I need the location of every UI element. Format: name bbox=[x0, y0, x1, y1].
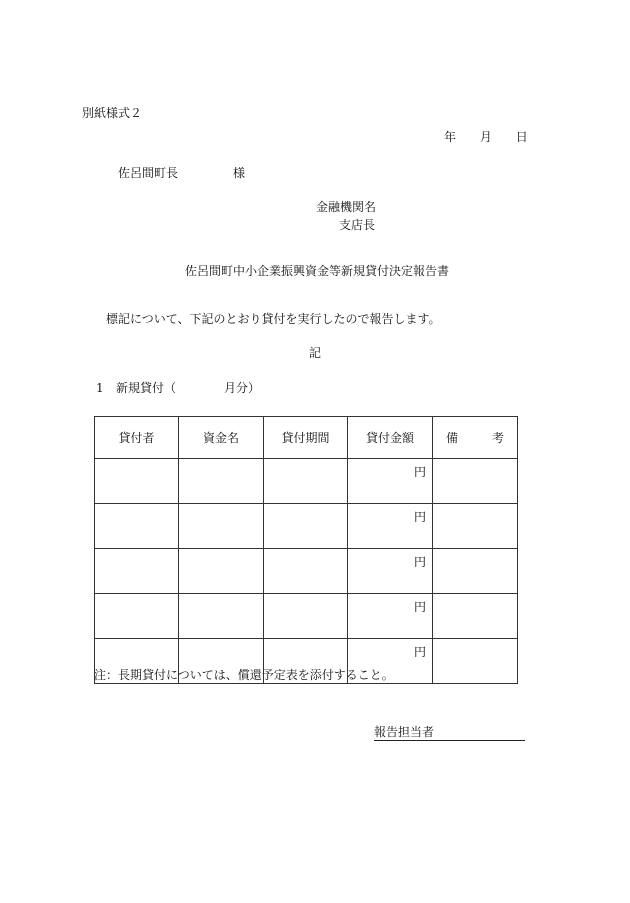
date-year: 年 bbox=[444, 130, 457, 144]
cell-loan-period[interactable] bbox=[264, 459, 348, 504]
recipient-title: 佐呂間町長 bbox=[118, 166, 179, 180]
cell-loan-amount[interactable]: 円 bbox=[348, 594, 433, 639]
recipient-honorific: 様 bbox=[233, 166, 246, 180]
section-label: 新規貸付（ bbox=[116, 381, 177, 395]
reporter-line bbox=[374, 725, 525, 741]
cell-borrower[interactable] bbox=[95, 594, 179, 639]
cell-borrower[interactable] bbox=[95, 459, 179, 504]
cell-loan-period[interactable] bbox=[264, 549, 348, 594]
table-row bbox=[95, 459, 518, 504]
header-loan-period: 貸付期間 bbox=[264, 417, 348, 459]
reporter-label: 報告担当者 bbox=[374, 725, 525, 741]
body-text: 標記について、下記のとおり貸付を実行したので報告します。 bbox=[106, 312, 441, 326]
cell-loan-amount[interactable]: 円 bbox=[348, 639, 433, 684]
header-borrower: 貸付者 bbox=[95, 417, 179, 459]
cell-fund-name[interactable] bbox=[179, 549, 264, 594]
note-heading: 記 bbox=[309, 346, 322, 360]
cell-remarks[interactable] bbox=[433, 549, 518, 594]
cell-loan-period[interactable] bbox=[264, 594, 348, 639]
section-month-suffix: 月分） bbox=[224, 381, 261, 395]
cell-remarks[interactable] bbox=[433, 459, 518, 504]
header-fund-name: 資金名 bbox=[179, 417, 264, 459]
table-row bbox=[95, 504, 518, 549]
form-label: 別紙様式２ bbox=[82, 106, 143, 120]
sender-institution: 金融機関名 bbox=[316, 200, 377, 214]
table-header-row bbox=[95, 417, 518, 459]
date-day: 日 bbox=[515, 130, 528, 144]
loan-table bbox=[94, 416, 518, 684]
cell-fund-name[interactable] bbox=[179, 459, 264, 504]
table-row bbox=[95, 549, 518, 594]
section-number: 1 bbox=[96, 381, 104, 395]
document-title: 佐呂間町中小企業振興資金等新規貸付決定報告書 bbox=[185, 264, 450, 278]
cell-remarks[interactable] bbox=[433, 594, 518, 639]
cell-borrower[interactable] bbox=[95, 504, 179, 549]
cell-fund-name[interactable] bbox=[179, 504, 264, 549]
cell-fund-name[interactable] bbox=[179, 594, 264, 639]
header-loan-amount: 貸付金額 bbox=[348, 417, 433, 459]
sender-branch: 支店長 bbox=[339, 218, 376, 232]
cell-borrower[interactable] bbox=[95, 549, 179, 594]
date-month: 月 bbox=[479, 130, 492, 144]
cell-remarks[interactable] bbox=[433, 504, 518, 549]
date-line bbox=[444, 130, 528, 144]
cell-loan-amount[interactable]: 円 bbox=[348, 459, 433, 504]
cell-loan-amount[interactable]: 円 bbox=[348, 549, 433, 594]
table-row bbox=[95, 594, 518, 639]
footnote: 注：長期貸付については、償還予定表を添付すること。 bbox=[94, 668, 394, 682]
cell-loan-amount[interactable]: 円 bbox=[348, 504, 433, 549]
header-remarks: 備 考 bbox=[433, 417, 518, 459]
cell-remarks[interactable] bbox=[433, 639, 518, 684]
cell-loan-period[interactable] bbox=[264, 504, 348, 549]
